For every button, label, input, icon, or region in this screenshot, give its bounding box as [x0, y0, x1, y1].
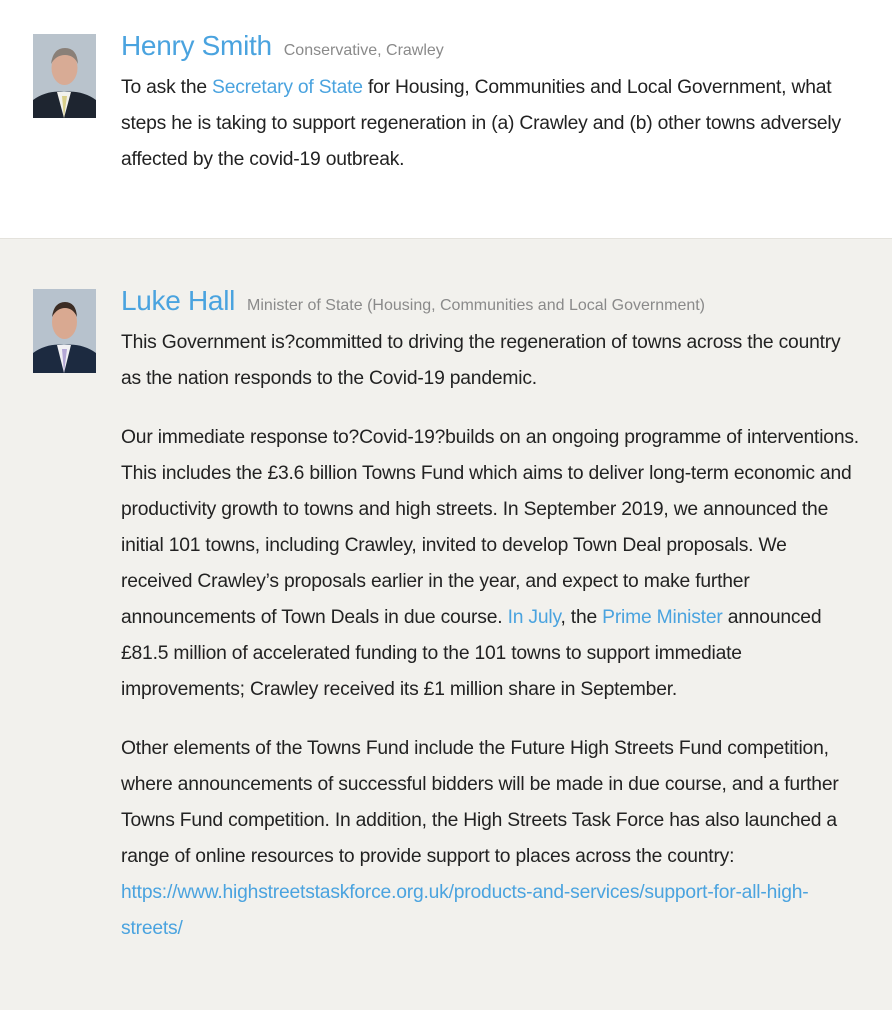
paragraph-3-text: Other elements of the Towns Fund include the Future High Streets Fund competition, where announcements of successful bidders will be made in due course, and a further Towns Fund competition. In addition, the High Streets Task Force has also launched a range of online resources to provide support to places across the country:	[121, 738, 839, 867]
answer-paragraph-1: This Government is?committed to driving the regeneration of towns across the country as the nation responds to the Covid-19 pandemic.	[121, 332, 841, 389]
answer-section	[0, 239, 892, 1010]
answer-paragraph-2	[121, 420, 862, 708]
question-section	[0, 0, 892, 239]
member-role: Minister of State (Housing, Communities and Local Government)	[247, 297, 706, 314]
member-portrait-icon	[33, 289, 96, 373]
question-text-before: To ask the	[121, 77, 213, 98]
henry-smith-portrait[interactable]	[33, 34, 96, 118]
question-header	[121, 30, 862, 62]
paragraph-2-text: Our immediate response to?Covid-19?builds on an ongoing programme of interventions. This includes the £3.6 billion Towns Fund which aims to deliver long-term economic and productivity growth to towns and high streets. In September 2019, we announced the initial 101 towns, including Crawley, invited to develop Town Deal proposals. We received Crawley’s proposals earlier in the year, and expect to make further announcements of Town Deals in due course.	[121, 427, 859, 628]
member-party-constituency: Conservative, Crawley	[283, 42, 444, 59]
prime-minister-link[interactable]: Prime Minister	[602, 607, 723, 628]
member-name-link[interactable]: Henry Smith	[121, 30, 272, 61]
in-july-link[interactable]: In July	[507, 607, 561, 628]
paragraph-2-text: , the	[560, 607, 603, 628]
member-name-link[interactable]: Luke Hall	[121, 285, 236, 316]
paragraph-2-text: announced £81.5 million of accelerated funding to the 101 towns to support immediate improvements; Crawley received its £1 million share in September.	[121, 607, 822, 700]
answer-content	[121, 285, 862, 947]
member-portrait-icon	[33, 34, 96, 118]
question-text-after: for Housing, Communities and Local Government, what steps he is taking to support regeneration in (a) Crawley and (b) other towns adversely affected by the covid-19 outbreak.	[121, 77, 841, 170]
luke-hall-portrait[interactable]	[33, 289, 96, 373]
answer-paragraph-3	[121, 731, 862, 947]
high-streets-task-force-link[interactable]: https://www.highstreetstaskforce.org.uk/products-and-services/support-for-all-high-streets/	[121, 882, 809, 939]
answer-header	[121, 285, 862, 317]
answer-body	[121, 325, 862, 947]
question-content	[121, 30, 862, 178]
question-text	[121, 70, 862, 178]
secretary-of-state-link[interactable]: Secretary of State	[212, 77, 363, 98]
